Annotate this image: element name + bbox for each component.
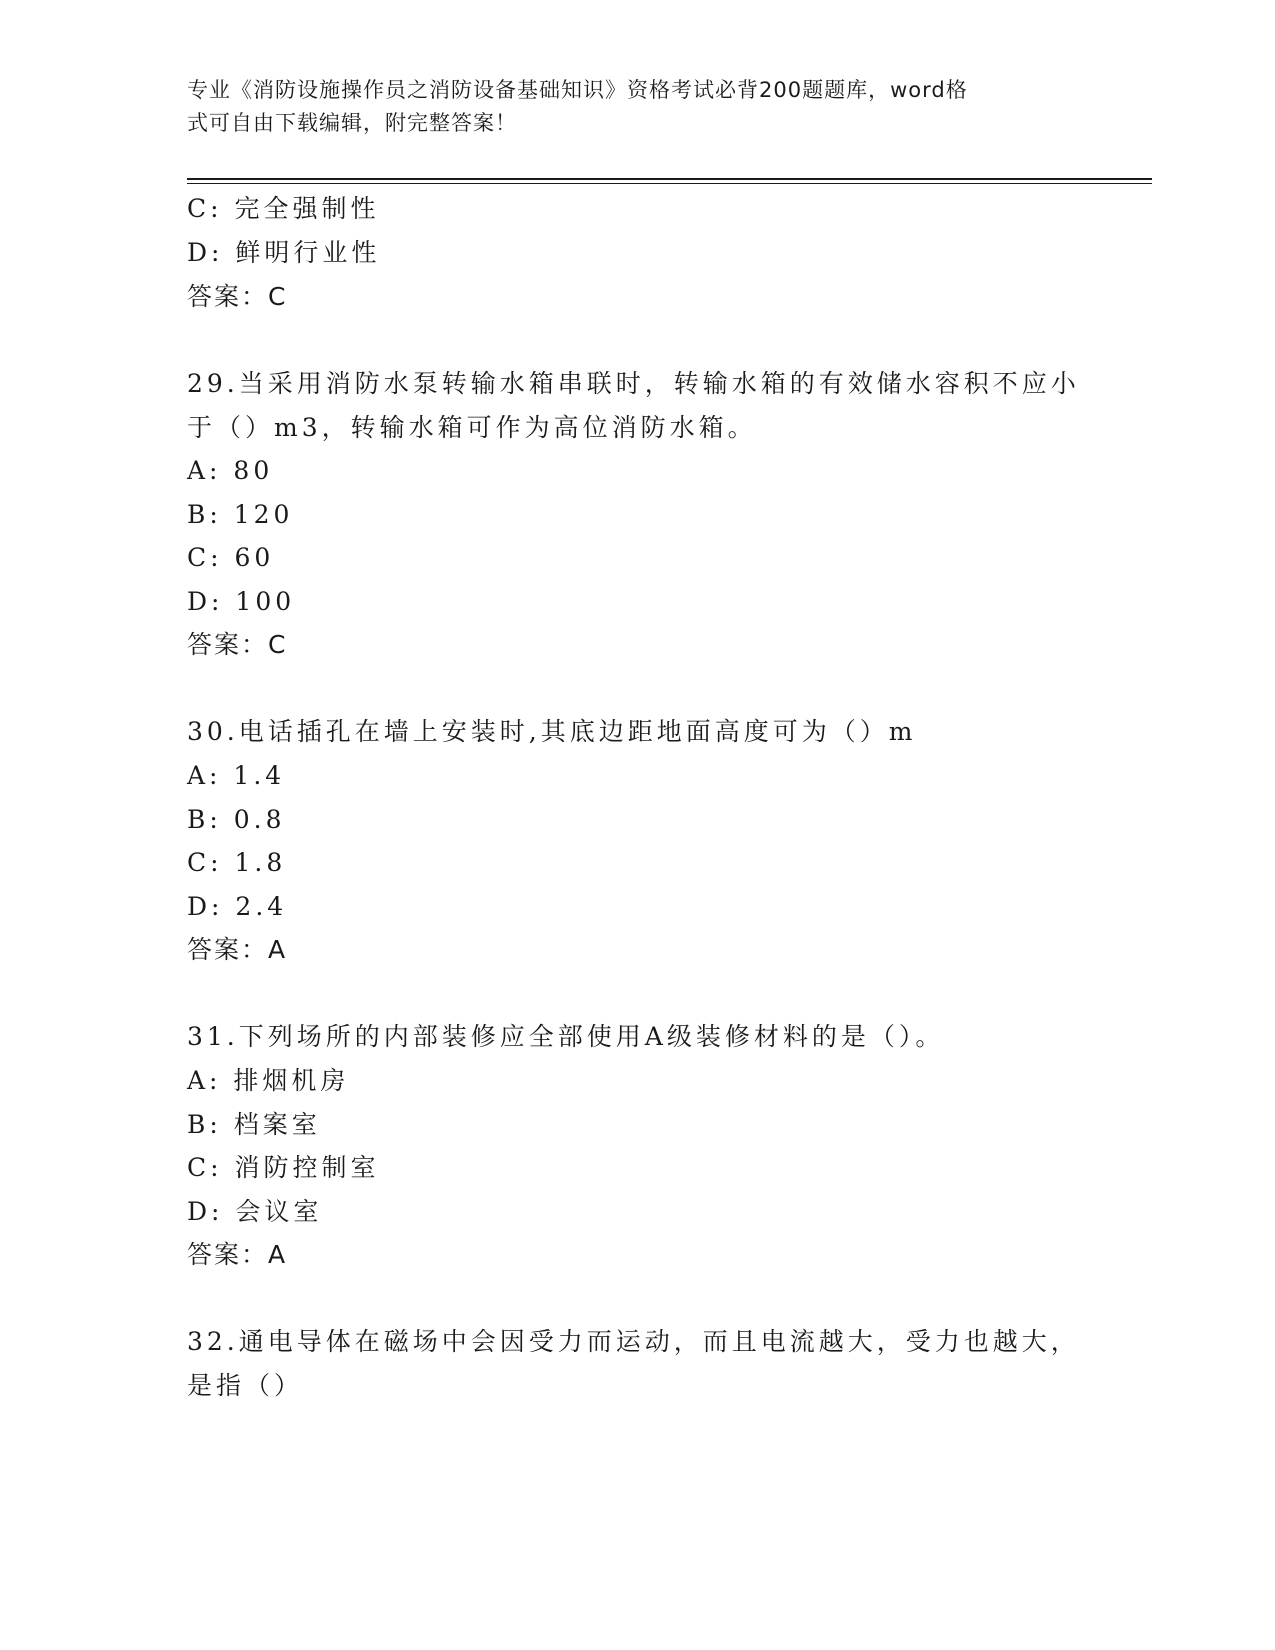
q29-option-a: A: 80 <box>187 456 274 485</box>
q29-stem-line-2: 于（）m3，转输水箱可作为高位消防水箱。 <box>187 413 757 442</box>
header-line-2: 式可自由下载编辑，附完整答案！ <box>187 111 517 135</box>
q30-option-c: C: 1.8 <box>187 848 287 877</box>
q31-option-a: A: 排烟机房 <box>187 1066 350 1095</box>
document-header <box>187 74 1067 140</box>
q30-stem: 30.电话插孔在墙上安装时,其底边距地面高度可为（）m <box>187 717 917 746</box>
q31-stem: 31.下列场所的内部装修应全部使用A级装修材料的是（）。 <box>187 1022 945 1051</box>
q31-option-c: C: 消防控制室 <box>187 1153 380 1182</box>
q31-option-d: D: 会议室 <box>187 1197 323 1226</box>
q31-answer: 答案：A <box>187 1240 288 1269</box>
q30-option-a: A: 1.4 <box>187 761 286 790</box>
q28-answer: 答案：C <box>187 282 288 311</box>
q29-option-d: D: 100 <box>187 587 296 616</box>
q29-stem-line-1: 29.当采用消防水泵转输水箱串联时，转输水箱的有效储水容积不应小 <box>187 369 1080 398</box>
q28-option-d: D: 鲜明行业性 <box>187 238 381 267</box>
q32-stem-line-1: 32.通电导体在磁场中会因受力而运动，而且电流越大，受力也越大， <box>187 1327 1080 1356</box>
q28-option-c: C: 完全强制性 <box>187 194 380 223</box>
header-divider-thin <box>187 183 1152 184</box>
header-divider-thick <box>187 178 1152 180</box>
q29-option-b: B: 120 <box>187 500 294 529</box>
q31-option-b: B: 档案室 <box>187 1110 321 1139</box>
q30-option-b: B: 0.8 <box>187 805 286 834</box>
q32-stem-line-2: 是指（） <box>187 1371 304 1400</box>
q30-answer: 答案：A <box>187 935 288 964</box>
q29-option-c: C: 60 <box>187 543 275 572</box>
q30-option-d: D: 2.4 <box>187 892 288 921</box>
header-line-1: 专业《消防设施操作员之消防设备基础知识》资格考试必背200题题库，word格 <box>187 78 968 102</box>
q29-answer: 答案：C <box>187 630 288 659</box>
